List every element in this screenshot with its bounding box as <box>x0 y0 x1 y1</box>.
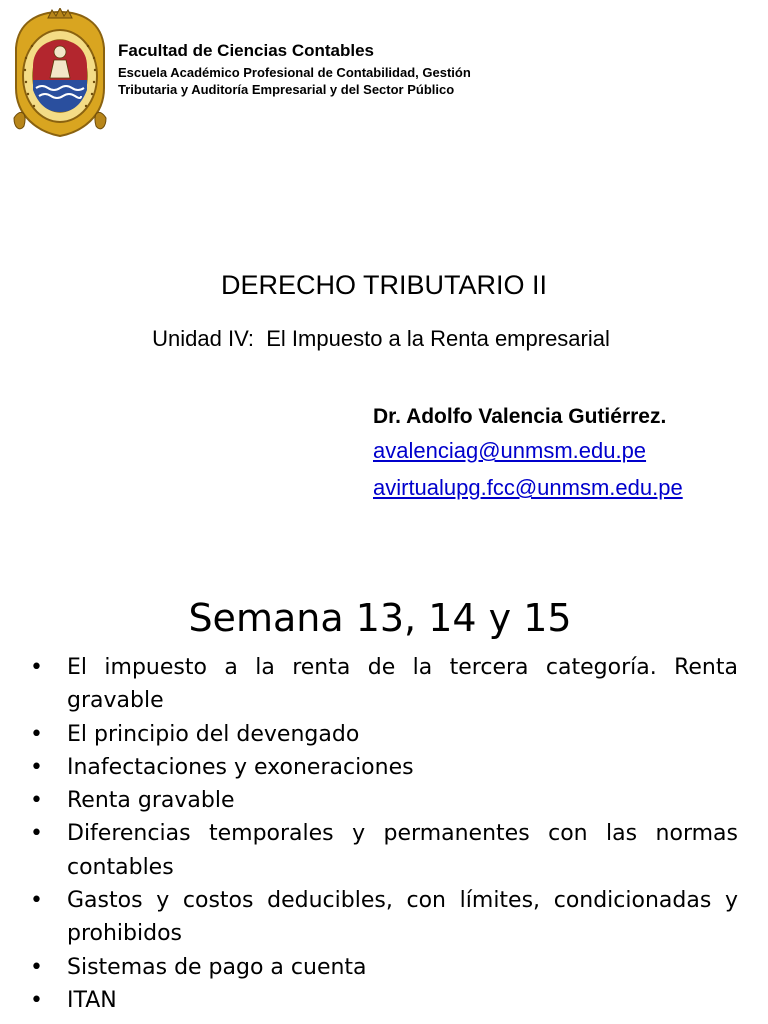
topic-text: Diferencias temporales y permanentes con las normas contables <box>67 821 738 880</box>
bullet-icon: • <box>30 888 43 914</box>
topic-text: Sistemas de pago a cuenta <box>67 954 367 980</box>
topic-text: Renta gravable <box>67 788 235 814</box>
topic-text: ITAN <box>67 987 117 1013</box>
email-link-1[interactable]: avalenciag@unmsm.edu.pe <box>373 438 647 463</box>
topic-item <box>30 784 738 817</box>
topic-text: El principio del devengado <box>67 721 360 747</box>
topic-item <box>30 884 738 951</box>
topic-item <box>30 718 738 751</box>
bullet-icon: • <box>30 655 43 680</box>
university-seal-icon <box>10 8 110 138</box>
slide-header <box>0 0 768 150</box>
week-title: Semana 13, 14 y 15 <box>188 596 572 640</box>
author-block <box>373 402 763 506</box>
topic-item <box>30 951 738 984</box>
faculty-name: Facultad de Ciencias Contables <box>118 41 375 60</box>
course-title: DERECHO TRIBUTARIO II <box>220 270 548 300</box>
bullet-icon: • <box>30 754 43 780</box>
topic-text: Inafectaciones y exoneraciones <box>67 754 414 780</box>
bullet-icon: • <box>30 987 43 1013</box>
bullet-icon: • <box>30 721 43 747</box>
school-name: Escuela Académico Profesional de Contabilidad, Gestión Tributaria y Auditoría Empresarial y del Sector Público <box>118 65 471 97</box>
topic-item <box>30 751 738 784</box>
author-name: Dr. Adolfo Valencia Gutiérrez. <box>373 405 667 428</box>
topic-list <box>30 651 738 1017</box>
topic-text: Gastos y costos deducibles, con límites, condicionadas y prohibidos <box>67 888 738 947</box>
topic-text: El impuesto a la renta de la tercera categoría. Renta gravable <box>67 655 738 714</box>
email-link-2[interactable]: avirtualupg.fcc@unmsm.edu.pe <box>373 475 683 500</box>
bullet-icon: • <box>30 821 43 847</box>
unit-title: Unidad IV: El Impuesto a la Renta empresarial <box>152 326 610 351</box>
topic-item <box>30 651 738 718</box>
topic-item <box>30 817 738 884</box>
bullet-icon: • <box>30 954 43 980</box>
topic-item <box>30 984 738 1017</box>
bullet-icon: • <box>30 788 43 814</box>
header-text <box>118 40 538 98</box>
